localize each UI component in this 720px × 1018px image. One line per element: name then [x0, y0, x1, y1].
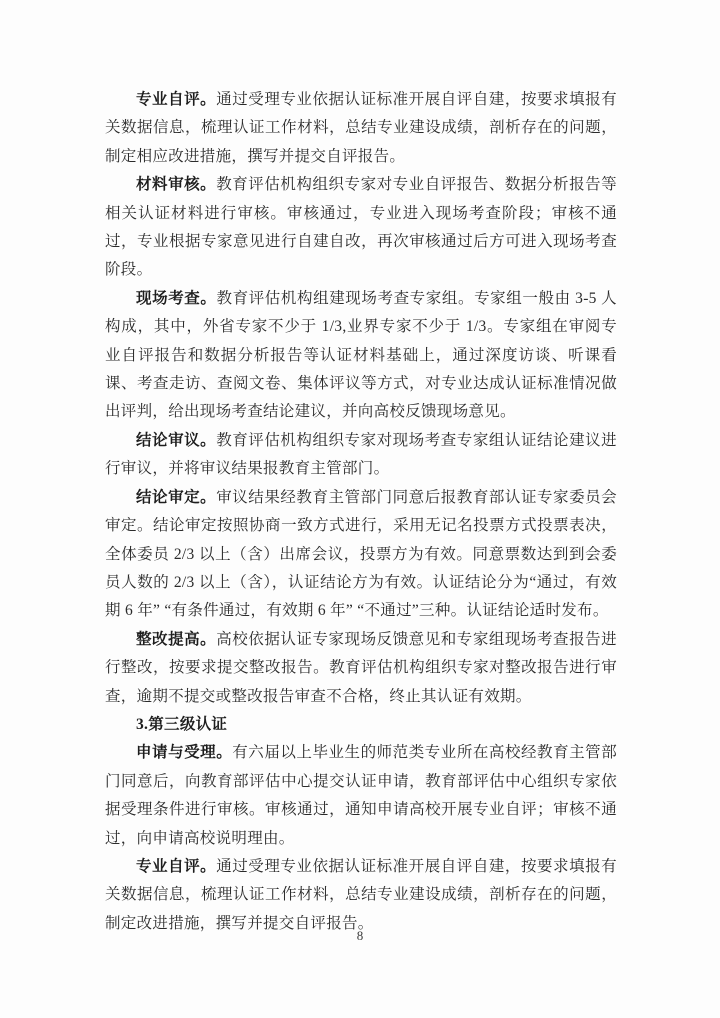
paragraph-lead: 专业自评。 [136, 91, 217, 108]
paragraph-lead: 现场考查。 [136, 289, 217, 307]
paragraph-body: 教育评估机构组建现场考查专家组。专家组一般由 3-5 人构成，其中，外省专家不少于 1/3,业界专家不少于 1/3。专家组在审阅专业自评报告和数据分析报告等认证材料基础上，通过深度访谈、听课看课、考查走访、查阅文卷、集体评议等方式，对专业达成认证标准情况做出评判，给出现场考查结论建议，并向高校反馈现场意见。 [105, 289, 617, 421]
paragraph-body: 高校依据认证专家现场反馈意见和专家组现场考查报告进行整改，按要求提交整改报告。教育评估机构组织专家对整改报告进行审查，逾期不提交或整改报告审查不合格，终止其认证有效期。 [105, 630, 617, 705]
paragraph-rectification-improvement [105, 626, 617, 711]
heading-level-3-certification: 3.第三级认证 [136, 715, 228, 733]
paragraph-lead: 申请与受理。 [136, 744, 233, 762]
paragraph-material-review [105, 171, 617, 285]
paragraph-conclusion-approval [105, 484, 617, 626]
paragraph-body: 审议结果经教育主管部门同意后报教育部认证专家委员会审定。结论审定按照协商一致方式进行，采用无记名投票方式投票表决，全体委员 2/3 以上（含）出席会议，投票方为有效。同意票数达到到会委员人数的 2/3 以上（含），认证结论方为有效。认证结论分为“通过，有效期 6 年” “有条件通过，有效期 6 年” “不通过”三种。认证结论适时发布。 [105, 488, 617, 620]
paragraph-lead: 材料审核。 [136, 176, 217, 194]
page-text-block [105, 86, 617, 938]
paragraph-onsite-inspection [105, 285, 617, 427]
paragraph-application-acceptance [105, 739, 617, 853]
paragraph-self-evaluation-2 [105, 853, 617, 938]
page-number: 8 [356, 928, 364, 943]
paragraph-lead: 整改提高。 [136, 630, 217, 648]
paragraph-body: 通过受理专业依据认证标准开展自评自建，按要求填报有关数据信息，梳理认证工作材料，总结专业建设成绩，剖析存在的问题，制定改进措施，撰写并提交自评报告。 [105, 857, 617, 932]
paragraph-lead: 专业自评。 [136, 857, 217, 875]
paragraph-body: 教育评估机构组织专家对专业自评报告、数据分析报告等相关认证材料进行审核。审核通过，专业进入现场考查阶段；审核不通过，专业根据专家意见进行自建自改，再次审核通过后方可进入现场考查阶段。 [105, 176, 617, 279]
paragraph-lead: 结论审定。 [136, 488, 217, 506]
paragraph-body: 通过受理专业依据认证标准开展自评自建，按要求填报有关数据信息，梳理认证工作材料，总结专业建设成绩，剖析存在的问题，制定相应改进措施，撰写并提交自评报告。 [105, 91, 617, 165]
paragraph-body: 教育评估机构组织专家对现场考查专家组认证结论建议进行审议，并将审议结果报教育主管部门。 [105, 431, 617, 478]
paragraph-body: 有六届以上毕业生的师范类专业所在高校经教育主管部门同意后，向教育部评估中心提交认证申请，教育部评估中心组织专家依据受理条件进行审核。审核通过，通知申请高校开展专业自评；审核不通过，向申请高校说明理由。 [105, 744, 617, 847]
paragraph-lead: 结论审议。 [136, 431, 217, 449]
paragraph-conclusion-deliberation [105, 427, 617, 484]
paragraph-self-evaluation [105, 86, 617, 171]
